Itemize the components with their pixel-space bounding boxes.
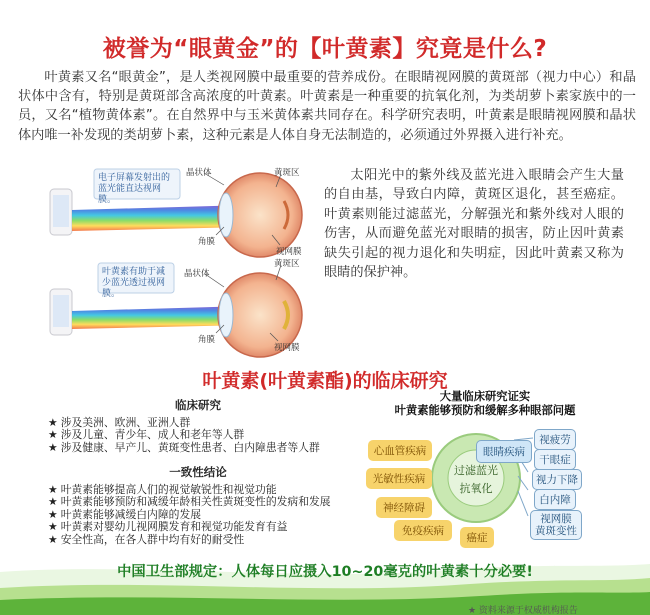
list-item: ★ 安全性高，在各人群中均有好的耐受性 [48,532,245,546]
label-lens-top: 晶状体 [186,168,212,178]
clinical-left-column [48,395,348,546]
mindmap-node-cardio: 心血管疾病 [368,440,432,461]
label-macula-top: 黄斑区 [274,168,300,178]
clinical-research-title: 叶黄素(叶黄素酯)的临床研究 [202,370,448,392]
diagram-bottom-caption: 叶黄素有助于减少蓝光透过视网膜。 [102,267,166,299]
mindmap-node-cancer: 癌症 [460,527,494,548]
star-icon: ★ [48,532,58,546]
conclusion-heading: 一致性结论 [169,465,227,479]
star-icon: ★ [48,440,58,454]
eye-problem-mindmap [368,416,602,548]
mindmap-node-macular-degeneration: 视网膜 黄斑变性 [530,510,582,540]
mindmap-node-dry-eye: 干眼症 [534,449,576,470]
source-note: ★ 资料来源于权威机构报告 [468,606,578,615]
list-item: ★ 涉及美洲、欧洲、亚洲人群 [48,415,191,429]
mindmap-node-photosensitive: 光敏性疾病 [366,468,432,489]
label-cornea-bottom: 角膜 [198,335,216,345]
blue-light-paragraph: 太阳光中的紫外线及蓝光进入眼睛会产生大量的自由基，导致白内障，黄斑区退化，甚至癌症。叶黄素则能过滤蓝光，分解强光和紫外线对人眼的伤害，从而避免蓝光对眼睛的损害，防止因叶黄素缺失引起的视力退化和失明症，因此叶黄素又称为眼睛的保护神。 [324,168,624,281]
mindmap-heading: 大量临床研究证实 叶黄素能够预防和缓解多种眼部问题 [394,390,576,417]
list-item: ★ 涉及儿童、青少年、成人和老年等人群 [48,428,245,441]
label-macula-bottom: 黄斑区 [274,259,300,269]
research-heading: 临床研究 [175,398,221,412]
label-lens-bottom: 晶状体 [184,269,210,279]
mindmap-node-eye-disease: 眼睛疾病 [476,440,532,463]
star-icon: ★ [48,415,58,429]
eye-diagram [48,165,310,365]
mindmap-node-cataract: 白内障 [534,489,576,510]
mindmap-center-filter: 过滤蓝光 [454,464,498,477]
list-item: ★ 涉及健康、早产儿、黄斑变性患者、白内障患者等人群 [48,440,320,454]
page-title: 被誉为“眼黄金”的【叶黄素】究竟是什么? [102,36,548,62]
label-cornea-top: 角膜 [198,237,216,247]
intro-paragraph: 叶黄素又名“眼黄金”，是人类视网膜中最重要的营养成份。在眼睛视网膜的黄斑部（视力中心）和晶状体中含有，特别是黄斑部含高浓度的叶黄素。叶黄素是一种重要的抗氧化剂，为类胡萝卜素家族中的一员，又名“植物黄体素”。在自然界中与玉米黄体素共同存在。科学研究表明，叶黄素是眼睛视网膜和晶状体内唯一补发现的类胡萝卜素，这种元素是人体自身无法制造的，必须通过外界摄入进行补充。 [18,70,636,143]
eye-diagram-svg [48,165,310,365]
mindmap-node-vision-decline: 视力下降 [532,469,582,490]
ministry-requirement-note: 中国卫生部规定：人体每日应摄入10~20毫克的叶黄素十分必要! [117,564,533,580]
conclusion-list [48,484,348,547]
star-icon: ★ [48,482,58,496]
star-icon: ★ [48,428,58,441]
list-item: ★ 叶黄素能够提高人们的视觉敏锐性和视觉功能 [48,482,277,496]
label-retina-top: 视网膜 [276,247,302,257]
star-icon: ★ [48,495,58,508]
mindmap-node-eyestrain: 视疲劳 [534,429,576,450]
star-icon: ★ [48,507,58,521]
star-icon: ★ [48,520,58,533]
mindmap-node-nerve: 神经障碍 [376,497,432,518]
diagram-top-caption: 电子屏幕发射出的蓝光能直达视网膜。 [98,173,171,205]
list-item: ★ 叶黄素对婴幼儿视网膜发育和视觉功能发育有益 [48,520,288,533]
mindmap-node-immune: 免疫疾病 [394,520,452,541]
label-retina-bottom: 视网膜 [274,343,300,353]
mindmap-center-antioxidant: 抗氧化 [459,482,493,495]
list-item: ★ 叶黄素能够减缓白内障的发展 [48,507,202,521]
research-list [48,417,348,455]
list-item: ★ 叶黄素能够预防和减缓年龄相关性黄斑变性的发病和发展 [48,495,331,508]
